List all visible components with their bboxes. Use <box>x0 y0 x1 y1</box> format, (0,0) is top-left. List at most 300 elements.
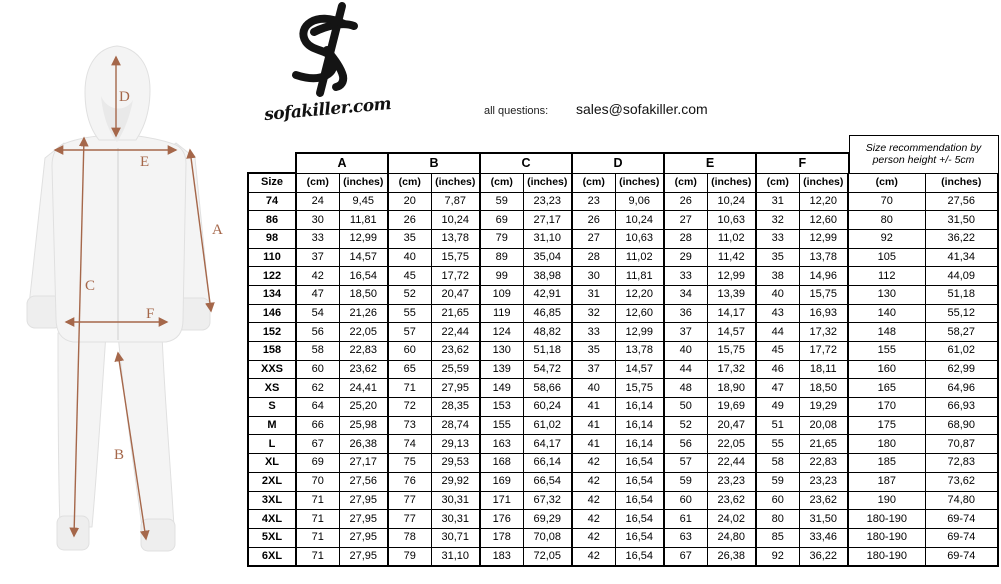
unit-header: (inches) <box>799 173 848 192</box>
table-cell: 27,95 <box>339 547 388 566</box>
height-header-line1: Size recommendation by <box>865 141 982 154</box>
table-cell: 17,72 <box>431 267 480 286</box>
table-cell: 47 <box>296 285 339 304</box>
table-cell: 16,14 <box>615 416 664 435</box>
table-cell: 20,47 <box>707 416 756 435</box>
table-row <box>248 342 998 361</box>
table-row <box>248 416 998 435</box>
table-cell: 163 <box>480 435 523 454</box>
table-cell: 42 <box>572 547 615 566</box>
table-cell: 36 <box>664 304 707 323</box>
table-cell: 14,57 <box>615 360 664 379</box>
table-cell: 66,93 <box>925 398 998 417</box>
table-cell: 58,27 <box>925 323 998 342</box>
table-cell: 66,14 <box>523 454 572 473</box>
table-cell: 35 <box>572 342 615 361</box>
measure-label-a: A <box>212 222 223 238</box>
table-cell: 73 <box>388 416 431 435</box>
table-cell: 63 <box>664 528 707 547</box>
table-cell: 69 <box>296 454 339 473</box>
table-cell: 56 <box>296 323 339 342</box>
table-cell: 49 <box>756 398 799 417</box>
table-cell: 55 <box>756 435 799 454</box>
table-cell: 31,50 <box>799 510 848 529</box>
table-cell: 41 <box>572 398 615 417</box>
size-label: 86 <box>248 211 296 230</box>
table-cell: 48,82 <box>523 323 572 342</box>
table-cell: 130 <box>480 342 523 361</box>
table-cell: 12,20 <box>799 192 848 211</box>
table-cell: 80 <box>756 510 799 529</box>
table-cell: 24,41 <box>339 379 388 398</box>
table-cell: 79 <box>388 547 431 566</box>
table-cell: 66 <box>296 416 339 435</box>
table-cell: 31,50 <box>925 211 998 230</box>
table-cell: 62 <box>296 379 339 398</box>
table-row <box>248 510 998 529</box>
table-cell: 22,05 <box>339 323 388 342</box>
table-cell: 9,45 <box>339 192 388 211</box>
table-cell: 71 <box>296 491 339 510</box>
letter-header-row <box>248 153 998 173</box>
table-cell: 13,78 <box>431 229 480 248</box>
table-cell: 27,95 <box>339 491 388 510</box>
size-table <box>247 141 999 567</box>
table-cell: 61,02 <box>523 416 572 435</box>
table-cell: 67,32 <box>523 491 572 510</box>
measure-label-c: C <box>85 278 96 294</box>
table-cell: 160 <box>848 360 925 379</box>
table-cell: 149 <box>480 379 523 398</box>
table-cell: 27,95 <box>339 510 388 529</box>
table-cell: 85 <box>756 528 799 547</box>
table-cell: 37 <box>572 360 615 379</box>
table-cell: 76 <box>388 472 431 491</box>
table-cell: 13,78 <box>799 248 848 267</box>
table-cell: 26,38 <box>339 435 388 454</box>
size-label: L <box>248 435 296 454</box>
table-cell: 69-74 <box>925 547 998 566</box>
table-cell: 139 <box>480 360 523 379</box>
table-cell: 71 <box>296 528 339 547</box>
table-cell: 30,71 <box>431 528 480 547</box>
table-cell: 42 <box>572 510 615 529</box>
table-cell: 60 <box>388 342 431 361</box>
table-cell: 33,46 <box>799 528 848 547</box>
corner-spacer <box>248 153 296 173</box>
table-cell: 16,54 <box>615 528 664 547</box>
table-cell: 29 <box>664 248 707 267</box>
table-cell: 23,62 <box>339 360 388 379</box>
table-cell: 16,54 <box>615 454 664 473</box>
table-cell: 31 <box>756 192 799 211</box>
table-cell: 11,02 <box>707 229 756 248</box>
table-cell: 42 <box>572 454 615 473</box>
table-cell: 175 <box>848 416 925 435</box>
table-cell: 57 <box>388 323 431 342</box>
unit-header: (inches) <box>925 173 998 192</box>
size-label: 5XL <box>248 528 296 547</box>
table-cell: 65 <box>388 360 431 379</box>
table-cell: 44 <box>664 360 707 379</box>
logo-text: sofakiller.com <box>263 94 392 126</box>
table-cell: 185 <box>848 454 925 473</box>
table-cell: 130 <box>848 285 925 304</box>
table-cell: 74 <box>388 435 431 454</box>
table-cell: 67 <box>664 547 707 566</box>
table-cell: 62,99 <box>925 360 998 379</box>
table-cell: 16,14 <box>615 398 664 417</box>
table-cell: 58 <box>756 454 799 473</box>
table-cell: 33 <box>756 229 799 248</box>
table-cell: 72,83 <box>925 454 998 473</box>
table-cell: 46,85 <box>523 304 572 323</box>
size-label: XL <box>248 454 296 473</box>
table-row <box>248 229 998 248</box>
unit-header: (cm) <box>296 173 339 192</box>
size-label: XS <box>248 379 296 398</box>
table-cell: 25,98 <box>339 416 388 435</box>
garment-diagram <box>0 0 250 584</box>
group-header-b: B <box>388 153 480 173</box>
table-cell: 30 <box>296 211 339 230</box>
table-cell: 16,14 <box>615 435 664 454</box>
table-cell: 14,57 <box>707 323 756 342</box>
table-cell: 54 <box>296 304 339 323</box>
table-cell: 92 <box>756 547 799 566</box>
table-cell: 72 <box>388 398 431 417</box>
table-cell: 27,17 <box>523 211 572 230</box>
table-cell: 10,24 <box>431 211 480 230</box>
table-cell: 11,02 <box>615 248 664 267</box>
group-header-e: E <box>664 153 756 173</box>
table-cell: 69,29 <box>523 510 572 529</box>
table-cell: 24,80 <box>707 528 756 547</box>
table-cell: 28 <box>572 248 615 267</box>
size-label: 158 <box>248 342 296 361</box>
group-header-d: D <box>572 153 664 173</box>
table-cell: 37 <box>664 323 707 342</box>
table-cell: 30,31 <box>431 491 480 510</box>
table-cell: 124 <box>480 323 523 342</box>
table-cell: 9,06 <box>615 192 664 211</box>
table-cell: 168 <box>480 454 523 473</box>
size-label: 98 <box>248 229 296 248</box>
unit-header: (inches) <box>615 173 664 192</box>
table-cell: 42 <box>572 491 615 510</box>
table-cell: 59 <box>480 192 523 211</box>
table-cell: 7,87 <box>431 192 480 211</box>
table-cell: 17,32 <box>799 323 848 342</box>
size-column-header: Size <box>248 173 296 192</box>
size-label: M <box>248 416 296 435</box>
table-cell: 71 <box>296 547 339 566</box>
table-cell: 99 <box>480 267 523 286</box>
table-cell: 55 <box>388 304 431 323</box>
table-cell: 61 <box>664 510 707 529</box>
table-cell: 41 <box>572 435 615 454</box>
table-cell: 54,72 <box>523 360 572 379</box>
table-cell: 12,60 <box>615 304 664 323</box>
table-cell: 52 <box>388 285 431 304</box>
contact-email: sales@sofakiller.com <box>576 101 708 117</box>
table-cell: 79 <box>480 229 523 248</box>
size-label: 110 <box>248 248 296 267</box>
table-cell: 16,93 <box>799 304 848 323</box>
table-cell: 10,63 <box>707 211 756 230</box>
unit-header: (inches) <box>707 173 756 192</box>
unit-header: (inches) <box>523 173 572 192</box>
table-cell: 21,26 <box>339 304 388 323</box>
table-cell: 27,17 <box>339 454 388 473</box>
table-cell: 77 <box>388 491 431 510</box>
table-cell: 28,35 <box>431 398 480 417</box>
table-cell: 155 <box>848 342 925 361</box>
table-row <box>248 528 998 547</box>
table-cell: 64,17 <box>523 435 572 454</box>
table-cell: 10,24 <box>707 192 756 211</box>
table-cell: 74,80 <box>925 491 998 510</box>
table-cell: 71 <box>296 510 339 529</box>
table-cell: 176 <box>480 510 523 529</box>
table-cell: 140 <box>848 304 925 323</box>
table-cell: 43 <box>756 304 799 323</box>
table-cell: 51,18 <box>523 342 572 361</box>
table-cell: 14,17 <box>707 304 756 323</box>
table-row <box>248 323 998 342</box>
table-cell: 10,24 <box>615 211 664 230</box>
table-row <box>248 379 998 398</box>
table-cell: 14,96 <box>799 267 848 286</box>
table-cell: 68,90 <box>925 416 998 435</box>
height-header-slot <box>848 141 998 173</box>
table-cell: 29,53 <box>431 454 480 473</box>
table-cell: 40 <box>388 248 431 267</box>
table-cell: 51,18 <box>925 285 998 304</box>
table-cell: 22,44 <box>707 454 756 473</box>
table-cell: 45 <box>388 267 431 286</box>
table-cell: 38 <box>756 267 799 286</box>
table-cell: 69-74 <box>925 528 998 547</box>
size-label: 122 <box>248 267 296 286</box>
table-cell: 155 <box>480 416 523 435</box>
table-cell: 69-74 <box>925 510 998 529</box>
table-cell: 34 <box>664 285 707 304</box>
table-cell: 42 <box>296 267 339 286</box>
table-cell: 47 <box>756 379 799 398</box>
table-cell: 15,75 <box>615 379 664 398</box>
table-cell: 36,22 <box>925 229 998 248</box>
table-cell: 25,20 <box>339 398 388 417</box>
table-cell: 13,39 <box>707 285 756 304</box>
table-cell: 12,99 <box>707 267 756 286</box>
contact-label: all questions: <box>484 105 549 117</box>
table-cell: 11,81 <box>339 211 388 230</box>
table-cell: 11,81 <box>615 267 664 286</box>
size-label: 74 <box>248 192 296 211</box>
table-cell: 11,42 <box>707 248 756 267</box>
table-cell: 27,56 <box>339 472 388 491</box>
table-cell: 46 <box>756 360 799 379</box>
table-cell: 80 <box>848 211 925 230</box>
table-cell: 27,95 <box>431 379 480 398</box>
table-cell: 18,50 <box>799 379 848 398</box>
unit-header: (inches) <box>431 173 480 192</box>
size-label: 3XL <box>248 491 296 510</box>
table-cell: 27,56 <box>925 192 998 211</box>
table-cell: 70 <box>296 472 339 491</box>
table-cell: 12,99 <box>799 229 848 248</box>
table-cell: 22,83 <box>339 342 388 361</box>
table-cell: 72,05 <box>523 547 572 566</box>
table-cell: 56 <box>664 435 707 454</box>
table-cell: 26 <box>388 211 431 230</box>
table-cell: 12,99 <box>339 229 388 248</box>
table-cell: 30,31 <box>431 510 480 529</box>
table-cell: 169 <box>480 472 523 491</box>
size-label: 152 <box>248 323 296 342</box>
table-cell: 105 <box>848 248 925 267</box>
table-cell: 16,54 <box>339 267 388 286</box>
table-cell: 64,96 <box>925 379 998 398</box>
table-cell: 22,05 <box>707 435 756 454</box>
table-cell: 17,32 <box>707 360 756 379</box>
table-cell: 60 <box>756 491 799 510</box>
table-cell: 165 <box>848 379 925 398</box>
table-row <box>248 491 998 510</box>
unit-header: (cm) <box>480 173 523 192</box>
table-cell: 14,57 <box>339 248 388 267</box>
table-cell: 42,91 <box>523 285 572 304</box>
size-table-body <box>248 192 998 566</box>
group-header-a: A <box>296 153 388 173</box>
table-cell: 16,54 <box>615 547 664 566</box>
table-cell: 29,92 <box>431 472 480 491</box>
size-label: 134 <box>248 285 296 304</box>
table-cell: 67 <box>296 435 339 454</box>
size-label: 4XL <box>248 510 296 529</box>
table-cell: 17,72 <box>799 342 848 361</box>
table-cell: 42 <box>572 472 615 491</box>
table-cell: 28 <box>664 229 707 248</box>
table-cell: 180-190 <box>848 547 925 566</box>
table-cell: 187 <box>848 472 925 491</box>
table-cell: 27 <box>572 229 615 248</box>
table-cell: 35 <box>388 229 431 248</box>
table-cell: 180 <box>848 435 925 454</box>
table-cell: 148 <box>848 323 925 342</box>
table-cell: 33 <box>296 229 339 248</box>
table-cell: 26 <box>572 211 615 230</box>
table-row <box>248 472 998 491</box>
table-cell: 23,23 <box>799 472 848 491</box>
table-cell: 171 <box>480 491 523 510</box>
table-cell: 60 <box>664 491 707 510</box>
table-cell: 70 <box>848 192 925 211</box>
table-cell: 60,24 <box>523 398 572 417</box>
table-cell: 25,59 <box>431 360 480 379</box>
table-cell: 18,50 <box>339 285 388 304</box>
table-cell: 180-190 <box>848 510 925 529</box>
table-cell: 37 <box>296 248 339 267</box>
table-cell: 31,10 <box>431 547 480 566</box>
table-cell: 71 <box>388 379 431 398</box>
table-cell: 22,83 <box>799 454 848 473</box>
unit-header-row <box>248 173 998 192</box>
size-label: 146 <box>248 304 296 323</box>
size-label: 6XL <box>248 547 296 566</box>
table-cell: 23,62 <box>431 342 480 361</box>
table-cell: 21,65 <box>431 304 480 323</box>
table-row <box>248 211 998 230</box>
table-cell: 23,23 <box>523 192 572 211</box>
group-header-c: C <box>480 153 572 173</box>
table-cell: 12,99 <box>615 323 664 342</box>
height-header-line2: person height +/- 5cm <box>872 154 975 166</box>
table-cell: 16,54 <box>615 510 664 529</box>
table-cell: 35,04 <box>523 248 572 267</box>
table-cell: 21,65 <box>799 435 848 454</box>
table-cell: 32 <box>756 211 799 230</box>
table-cell: 24,02 <box>707 510 756 529</box>
table-cell: 40 <box>756 285 799 304</box>
table-cell: 26 <box>664 192 707 211</box>
table-row <box>248 398 998 417</box>
table-cell: 23,62 <box>707 491 756 510</box>
measure-label-f: F <box>146 306 155 322</box>
table-cell: 89 <box>480 248 523 267</box>
table-cell: 15,75 <box>799 285 848 304</box>
table-cell: 112 <box>848 267 925 286</box>
table-cell: 42 <box>572 528 615 547</box>
onesie-photo <box>27 46 210 551</box>
table-cell: 19,69 <box>707 398 756 417</box>
table-cell: 15,75 <box>431 248 480 267</box>
table-cell: 41 <box>572 416 615 435</box>
table-cell: 18,11 <box>799 360 848 379</box>
unit-header: (cm) <box>388 173 431 192</box>
table-row <box>248 285 998 304</box>
table-cell: 33 <box>664 267 707 286</box>
table-row <box>248 454 998 473</box>
table-cell: 70,87 <box>925 435 998 454</box>
table-cell: 60 <box>296 360 339 379</box>
table-cell: 15,75 <box>707 342 756 361</box>
size-label: S <box>248 398 296 417</box>
table-cell: 23 <box>572 192 615 211</box>
table-cell: 44 <box>756 323 799 342</box>
table-row <box>248 267 998 286</box>
table-cell: 31 <box>572 285 615 304</box>
table-cell: 92 <box>848 229 925 248</box>
table-cell: 190 <box>848 491 925 510</box>
table-cell: 180-190 <box>848 528 925 547</box>
table-cell: 61,02 <box>925 342 998 361</box>
unit-header: (inches) <box>339 173 388 192</box>
sofakiller-logo-icon <box>286 2 366 98</box>
table-cell: 109 <box>480 285 523 304</box>
table-cell: 28,74 <box>431 416 480 435</box>
table-cell: 27,95 <box>339 528 388 547</box>
table-cell: 64 <box>296 398 339 417</box>
table-cell: 183 <box>480 547 523 566</box>
table-cell: 10,63 <box>615 229 664 248</box>
table-cell: 153 <box>480 398 523 417</box>
size-table-container <box>247 141 999 567</box>
table-cell: 33 <box>572 323 615 342</box>
table-row <box>248 435 998 454</box>
table-cell: 69 <box>480 211 523 230</box>
